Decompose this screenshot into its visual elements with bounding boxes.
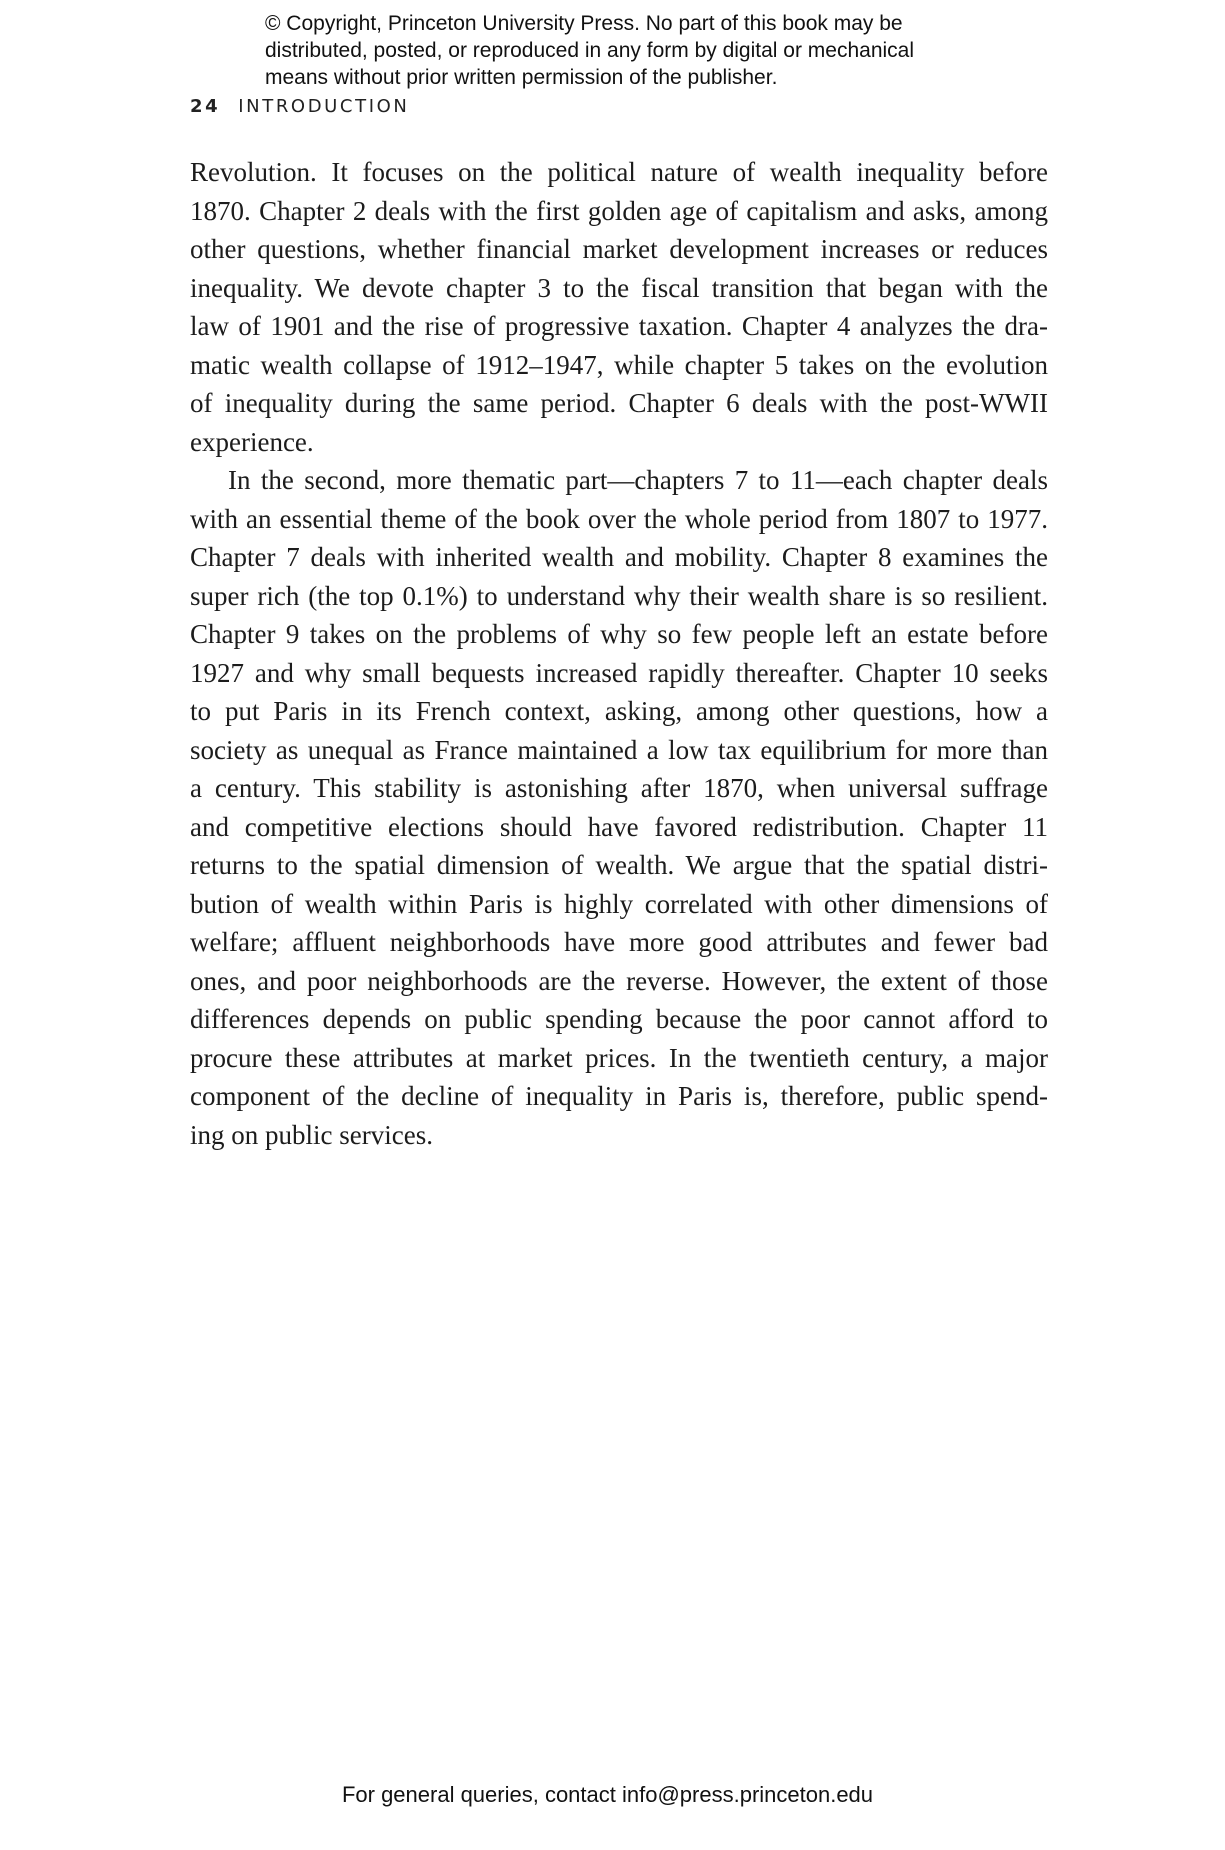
text-line: bution of wealth within Paris is highly correlated with other dimensions of (190, 888, 1048, 919)
text-line: other questions, whether financial market development increases or reduces (190, 234, 1048, 264)
text-line: with an essential theme of the book over the whole period from 1807 to 1977. (190, 503, 1048, 534)
text-line: law of 1901 and the rise of progressive taxation. Chapter 4 analyzes the dra- (190, 311, 1048, 341)
text-line: Revolution. It focuses on the political nature of wealth inequality before (190, 157, 1048, 187)
copyright-notice (265, 10, 1025, 91)
text-line: Chapter 9 takes on the problems of why so few people left an estate before (190, 619, 1048, 649)
text-line: 1870. Chapter 2 deals with the first golden age of capitalism and asks, among (190, 195, 1048, 226)
copyright-line: distributed, posted, or reproduced in any form by digital or mechanical (265, 39, 915, 62)
section-title: INTRODUCTION (238, 96, 410, 117)
text-line: procure these attributes at market prices. In the twentieth century, a major (190, 1042, 1048, 1073)
text-line: ing on public services. (190, 1119, 433, 1150)
text-line: experience. (190, 426, 314, 457)
paragraph-2 (190, 461, 1048, 1154)
text-line: matic wealth collapse of 1912–1947, while chapter 5 takes on the evolution (190, 349, 1048, 380)
copyright-line: means without prior written permission of the publisher. (265, 66, 778, 89)
text-line: differences depends on public spending because the poor cannot afford to (190, 1004, 1048, 1034)
text-line: returns to the spatial dimension of wealth. We argue that the spatial distri- (190, 850, 1048, 880)
footer-text: For general queries, contact info@press.princeton.edu (341, 1782, 874, 1807)
text-line: of inequality during the same period. Chapter 6 deals with the post-WWII (190, 388, 1048, 418)
text-line: inequality. We devote chapter 3 to the fiscal transition that began with the (190, 272, 1048, 303)
text-line: welfare; affluent neighborhoods have more good attributes and fewer bad (190, 927, 1048, 957)
text-line: In the second, more thematic part—chapters 7 to 11—each chapter deals (228, 465, 1048, 495)
running-head (190, 96, 409, 117)
text-line: ones, and poor neighborhoods are the reverse. However, the extent of those (190, 965, 1048, 996)
body-text (190, 153, 1048, 1154)
text-line: Chapter 7 deals with inherited wealth and mobility. Chapter 8 examines the (190, 542, 1048, 572)
copyright-line: © Copyright, Princeton University Press. No part of this book may be (265, 12, 903, 35)
text-line: and competitive elections should have favored redistribution. Chapter 11 (190, 811, 1048, 842)
text-line: society as unequal as France maintained a low tax equilibrium for more than (190, 734, 1048, 765)
paragraph-1 (190, 153, 1048, 461)
text-line: to put Paris in its French context, asking, among other questions, how a (190, 696, 1048, 726)
text-line: component of the decline of inequality in Paris is, therefore, public spend- (190, 1081, 1048, 1111)
footer-contact (0, 1782, 1225, 1808)
page-number: 24 (190, 96, 221, 117)
text-line: super rich (the top 0.1%) to understand why their wealth share is so resilient. (190, 580, 1048, 611)
text-line: 1927 and why small bequests increased rapidly thereafter. Chapter 10 seeks (190, 657, 1048, 688)
text-line: a century. This stability is astonishing after 1870, when universal suffrage (190, 773, 1048, 803)
